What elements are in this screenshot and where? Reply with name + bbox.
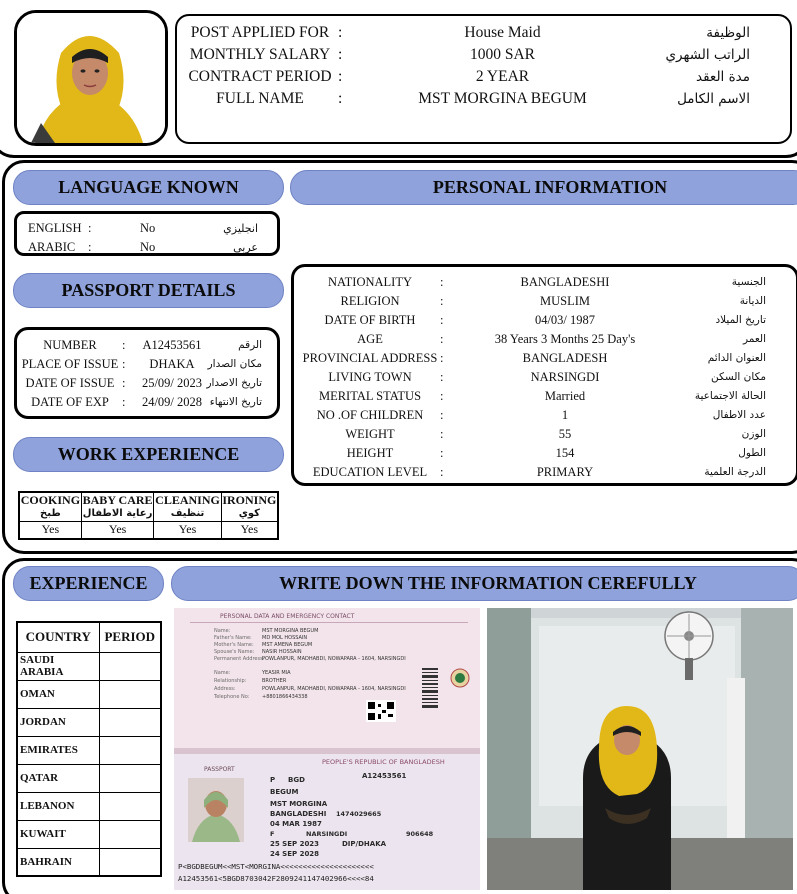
header-row-arabic: مدة العقد — [696, 69, 750, 85]
header-row-label: MONTHLY SALARY — [189, 46, 331, 63]
scan-value: BROTHER — [262, 678, 287, 684]
work-skill-ar: تنظيف — [170, 508, 205, 519]
language-row — [20, 219, 272, 237]
passport-details-title: PASSPORT DETAILS — [13, 273, 284, 308]
passport-arabic: الرقم — [238, 339, 262, 351]
country-period-cell[interactable] — [99, 736, 161, 764]
personal-row — [300, 444, 792, 462]
country-experience-table — [16, 621, 162, 877]
language-known-title: LANGUAGE KNOWN — [13, 170, 284, 205]
passport-label: NUMBER — [43, 337, 97, 352]
language-value: No — [140, 220, 156, 235]
full-body-photo — [487, 608, 793, 890]
scan-line — [214, 642, 312, 648]
scan-value: YEASIR MIA — [262, 670, 291, 676]
work-column-header — [81, 492, 154, 522]
personal-row — [300, 273, 792, 291]
language-label: ARABIC — [28, 239, 76, 254]
mrz-line-1: P<BGDBEGUM<<MST<MORGINA<<<<<<<<<<<<<<<<<<<<< — [178, 862, 374, 871]
scan-key: Father's Name: — [214, 635, 252, 641]
experience-title: EXPERIENCE — [13, 566, 164, 601]
instruction-banner: WRITE DOWN THE INFORMATION CEREFULLY — [171, 566, 797, 601]
header-row-colon: : — [338, 46, 343, 63]
personal-row — [300, 463, 792, 481]
passport-row — [20, 393, 274, 411]
country-row — [17, 792, 161, 820]
header-row-label: FULL NAME — [216, 90, 304, 107]
personal-colon: : — [440, 445, 444, 460]
language-arabic: عربي — [233, 240, 258, 254]
personal-colon: : — [440, 350, 444, 365]
personal-label: LIVING TOWN — [328, 369, 412, 384]
country-row — [17, 736, 161, 764]
personal-value: PRIMARY — [536, 464, 594, 479]
passport-page-top — [174, 608, 480, 748]
personal-arabic: الدرجة العلمية — [704, 466, 766, 478]
work-skill-value: Yes — [81, 522, 154, 539]
header-row-value: House Maid — [464, 24, 541, 41]
work-skill-value: Yes — [221, 522, 278, 539]
personal-value: 04/03/ 1987 — [534, 312, 596, 327]
work-skill-en: CLEANING — [155, 493, 220, 507]
work-skill-ar: كوي — [238, 508, 260, 519]
country-name: BAHRAIN — [17, 848, 99, 876]
personal-label: AGE — [357, 331, 383, 346]
passport-photo — [188, 778, 244, 842]
passport-country-heading: PEOPLE'S REPUBLIC OF BANGLADESH — [322, 758, 445, 766]
country-row — [17, 680, 161, 708]
profile-photo — [17, 13, 165, 143]
country-period-cell[interactable] — [99, 764, 161, 792]
personal-colon: : — [440, 293, 444, 308]
personal-value: 1 — [561, 407, 569, 422]
scan-field-surname: BEGUM — [270, 788, 299, 796]
scan-line — [214, 635, 307, 641]
personal-arabic: عدد الاطفال — [712, 409, 766, 421]
scan-field-given: MST MORGINA — [270, 800, 328, 808]
personal-row — [300, 292, 792, 310]
passport-scan-image — [174, 608, 480, 890]
passport-colon: : — [122, 356, 126, 371]
passport-colon: : — [122, 394, 126, 409]
country-period-cell[interactable] — [99, 652, 161, 680]
passport-label: DATE OF EXP — [31, 394, 109, 409]
country-name: JORDAN — [17, 708, 99, 736]
scan-value: POWLANPUR, MADHABDI, NOWAPARA - 1604, NARSINGDI — [262, 686, 406, 692]
period-column-header: PERIOD — [99, 622, 161, 652]
passport-value: A12453561 — [142, 337, 202, 352]
language-label: ENGLISH — [28, 220, 82, 235]
personal-colon: : — [440, 312, 444, 327]
header-row-arabic: الاسم الكامل — [677, 91, 750, 107]
header-row-colon: : — [338, 24, 343, 41]
scan-emergency-line — [214, 686, 406, 692]
work-skill-value: Yes — [154, 522, 221, 539]
bangladesh-emblem-icon — [450, 668, 470, 688]
work-column-header — [19, 492, 81, 522]
language-value: No — [140, 239, 156, 254]
header-row-label: CONTRACT PERIOD — [188, 68, 332, 85]
country-row — [17, 848, 161, 876]
scan-emergency-line — [214, 678, 286, 684]
country-period-cell[interactable] — [99, 820, 161, 848]
country-name: LEBANON — [17, 792, 99, 820]
country-period-cell[interactable] — [99, 680, 161, 708]
work-skill-en: COOKING — [20, 493, 81, 507]
country-column-header: COUNTRY — [17, 622, 99, 652]
country-name: SAUDI ARABIA — [17, 652, 99, 680]
personal-label: RELIGION — [340, 293, 400, 308]
header-row — [180, 88, 780, 110]
passport-value: DHAKA — [149, 356, 195, 371]
scan-field-authority: DIP/DHAKA — [342, 840, 387, 848]
scan-field-issue: 25 SEP 2023 — [270, 840, 320, 848]
profile-photo-frame — [14, 10, 168, 146]
passport-value: 25/09/ 2023 — [141, 375, 203, 390]
personal-arabic: الجنسية — [731, 276, 766, 288]
personal-label: NO .OF CHILDREN — [316, 407, 424, 422]
personal-arabic: تاريخ الميلاد — [715, 314, 766, 326]
scan-emergency-line — [214, 670, 291, 676]
personal-value: BANGLADESHI — [520, 274, 610, 289]
scan-field-code2: 906648 — [406, 830, 434, 838]
personal-colon: : — [440, 369, 444, 384]
country-period-cell[interactable] — [99, 792, 161, 820]
passport-top-heading: PERSONAL DATA AND EMERGENCY CONTACT — [220, 613, 355, 620]
personal-value: 154 — [555, 445, 575, 460]
passport-label: DATE OF ISSUE — [25, 375, 115, 390]
personal-colon: : — [440, 388, 444, 403]
header-row-colon: : — [338, 90, 343, 107]
scan-key: Address: — [214, 686, 236, 692]
scan-field-exp: 24 SEP 2028 — [270, 850, 320, 858]
header-row-value: 1000 SAR — [469, 46, 536, 63]
personal-value: NARSINGDI — [530, 369, 600, 384]
scan-field-code: BGD — [288, 776, 305, 784]
scan-value: MST MORGINA BEGUM — [262, 628, 319, 634]
scan-value: MD MOL HOSSAIN — [262, 635, 308, 641]
personal-value: 38 Years 3 Months 25 Day's — [494, 331, 636, 346]
header-row-arabic: الوظيفة — [706, 25, 750, 41]
personal-arabic: العمر — [742, 333, 766, 345]
country-row — [17, 652, 161, 680]
scan-key: Spouse's Name: — [214, 649, 255, 655]
work-skill-ar: طبخ — [40, 508, 61, 519]
country-name: QATAR — [17, 764, 99, 792]
barcode-icon — [422, 668, 438, 710]
personal-colon: : — [440, 407, 444, 422]
work-experience-title: WORK EXPERIENCE — [13, 437, 284, 472]
scan-line — [214, 656, 406, 662]
header-row-value: MST MORGINA BEGUM — [418, 90, 587, 107]
scan-field-sex: F — [270, 830, 275, 838]
personal-row — [300, 368, 792, 386]
scan-key: Mother's Name: — [214, 642, 254, 648]
passport-row — [20, 355, 274, 373]
personal-label: EDUCATION LEVEL — [312, 464, 428, 479]
work-skill-ar: رعاية الاطفال — [82, 508, 153, 519]
scan-line — [214, 628, 318, 634]
country-name: OMAN — [17, 680, 99, 708]
header-row — [180, 66, 780, 88]
personal-label: WEIGHT — [345, 426, 395, 441]
personal-information-title: PERSONAL INFORMATION — [290, 170, 797, 205]
personal-value: 55 — [558, 426, 572, 441]
personal-arabic: العنوان الدائم — [707, 352, 766, 364]
passport-arabic: تاريخ الانتهاء — [209, 396, 262, 408]
personal-colon: : — [440, 426, 444, 441]
passport-row — [20, 374, 274, 392]
personal-label: DATE OF BIRTH — [324, 312, 416, 327]
country-row — [17, 820, 161, 848]
personal-arabic: الوزن — [741, 428, 766, 440]
passport-colon: : — [122, 337, 126, 352]
header-row — [180, 22, 780, 44]
scan-field-dob: 04 MAR 1987 — [270, 820, 322, 828]
personal-arabic: مكان السكن — [711, 371, 766, 383]
work-skill-en: BABY CARE — [82, 493, 153, 507]
scan-emergency-line — [214, 694, 308, 700]
work-column-header — [221, 492, 278, 522]
scan-value: NASIR HOSSAIN — [262, 649, 302, 655]
scan-key: Relationship: — [214, 678, 247, 684]
personal-label: NATIONALITY — [327, 274, 412, 289]
personal-value: BANGLADESH — [522, 350, 608, 365]
personal-arabic: الحالة الاجتماعية — [694, 390, 766, 402]
personal-row — [300, 330, 792, 348]
passport-row — [20, 336, 274, 354]
header-row-value: 2 YEAR — [475, 68, 530, 85]
country-name: KUWAIT — [17, 820, 99, 848]
personal-colon: : — [440, 464, 444, 479]
language-row — [20, 238, 272, 256]
personal-row — [300, 406, 792, 424]
passport-colon: : — [122, 375, 126, 390]
personal-row — [300, 349, 792, 367]
personal-row — [300, 425, 792, 443]
personal-label: HEIGHT — [346, 445, 394, 460]
passport-label: PASSPORT — [204, 766, 235, 773]
scan-field-nationality: BANGLADESHI — [270, 810, 327, 818]
personal-colon: : — [440, 274, 444, 289]
scan-value: MST AMENA BEGUM — [262, 642, 313, 648]
personal-arabic: الطول — [738, 447, 766, 459]
passport-page-bottom — [174, 754, 480, 890]
language-colon: : — [88, 239, 92, 254]
scan-key: Permanent Address: — [214, 656, 265, 662]
language-colon: : — [88, 220, 92, 235]
personal-label: MERITAL STATUS — [318, 388, 422, 403]
personal-arabic: الديانة — [739, 295, 766, 307]
personal-label: PROVINCIAL ADDRESS — [302, 350, 438, 365]
work-skill-en: IRONING — [222, 493, 277, 507]
scan-line — [214, 649, 302, 655]
personal-value: Married — [544, 388, 586, 403]
qr-code-icon — [366, 700, 396, 722]
country-row — [17, 764, 161, 792]
personal-colon: : — [440, 331, 444, 346]
country-row — [17, 708, 161, 736]
passport-arabic: مكان الصدار — [207, 358, 262, 370]
personal-row — [300, 311, 792, 329]
scan-field-birthplace: NARSINGDI — [306, 830, 348, 838]
scan-value: +8801866434338 — [262, 694, 308, 700]
header-row-arabic: الراتب الشهري — [665, 47, 750, 63]
header-row-label: POST APPLIED FOR — [190, 24, 330, 41]
header-row-colon: : — [338, 68, 343, 85]
work-experience-table — [18, 491, 279, 540]
scan-field-number: A12453561 — [362, 772, 407, 780]
country-name: EMIRATES — [17, 736, 99, 764]
personal-value: MUSLIM — [539, 293, 590, 308]
work-column-header — [154, 492, 221, 522]
scan-key: Telephone No: — [214, 694, 250, 700]
country-period-cell[interactable] — [99, 708, 161, 736]
passport-label: PLACE OF ISSUE — [21, 356, 119, 371]
language-arabic: انجليزي — [223, 221, 258, 235]
personal-row — [300, 387, 792, 405]
mrz-line-2: A12453561<5BGD8703042F2809241147402966<<<<84 — [178, 874, 374, 883]
work-skill-value: Yes — [19, 522, 81, 539]
country-period-cell[interactable] — [99, 848, 161, 876]
scan-field-type: P — [270, 776, 276, 784]
scan-key: Name: — [214, 670, 231, 676]
scan-field-pid: 1474029665 — [336, 810, 382, 818]
scan-key: Name: — [214, 628, 231, 634]
passport-arabic: تاريخ الاصدار — [206, 377, 262, 389]
passport-value: 24/09/ 2028 — [141, 394, 203, 409]
scan-value: POWLANPUR, MADHABDI, NOWAPARA - 1604, NARSINGDI — [262, 656, 406, 662]
header-row — [180, 44, 780, 66]
